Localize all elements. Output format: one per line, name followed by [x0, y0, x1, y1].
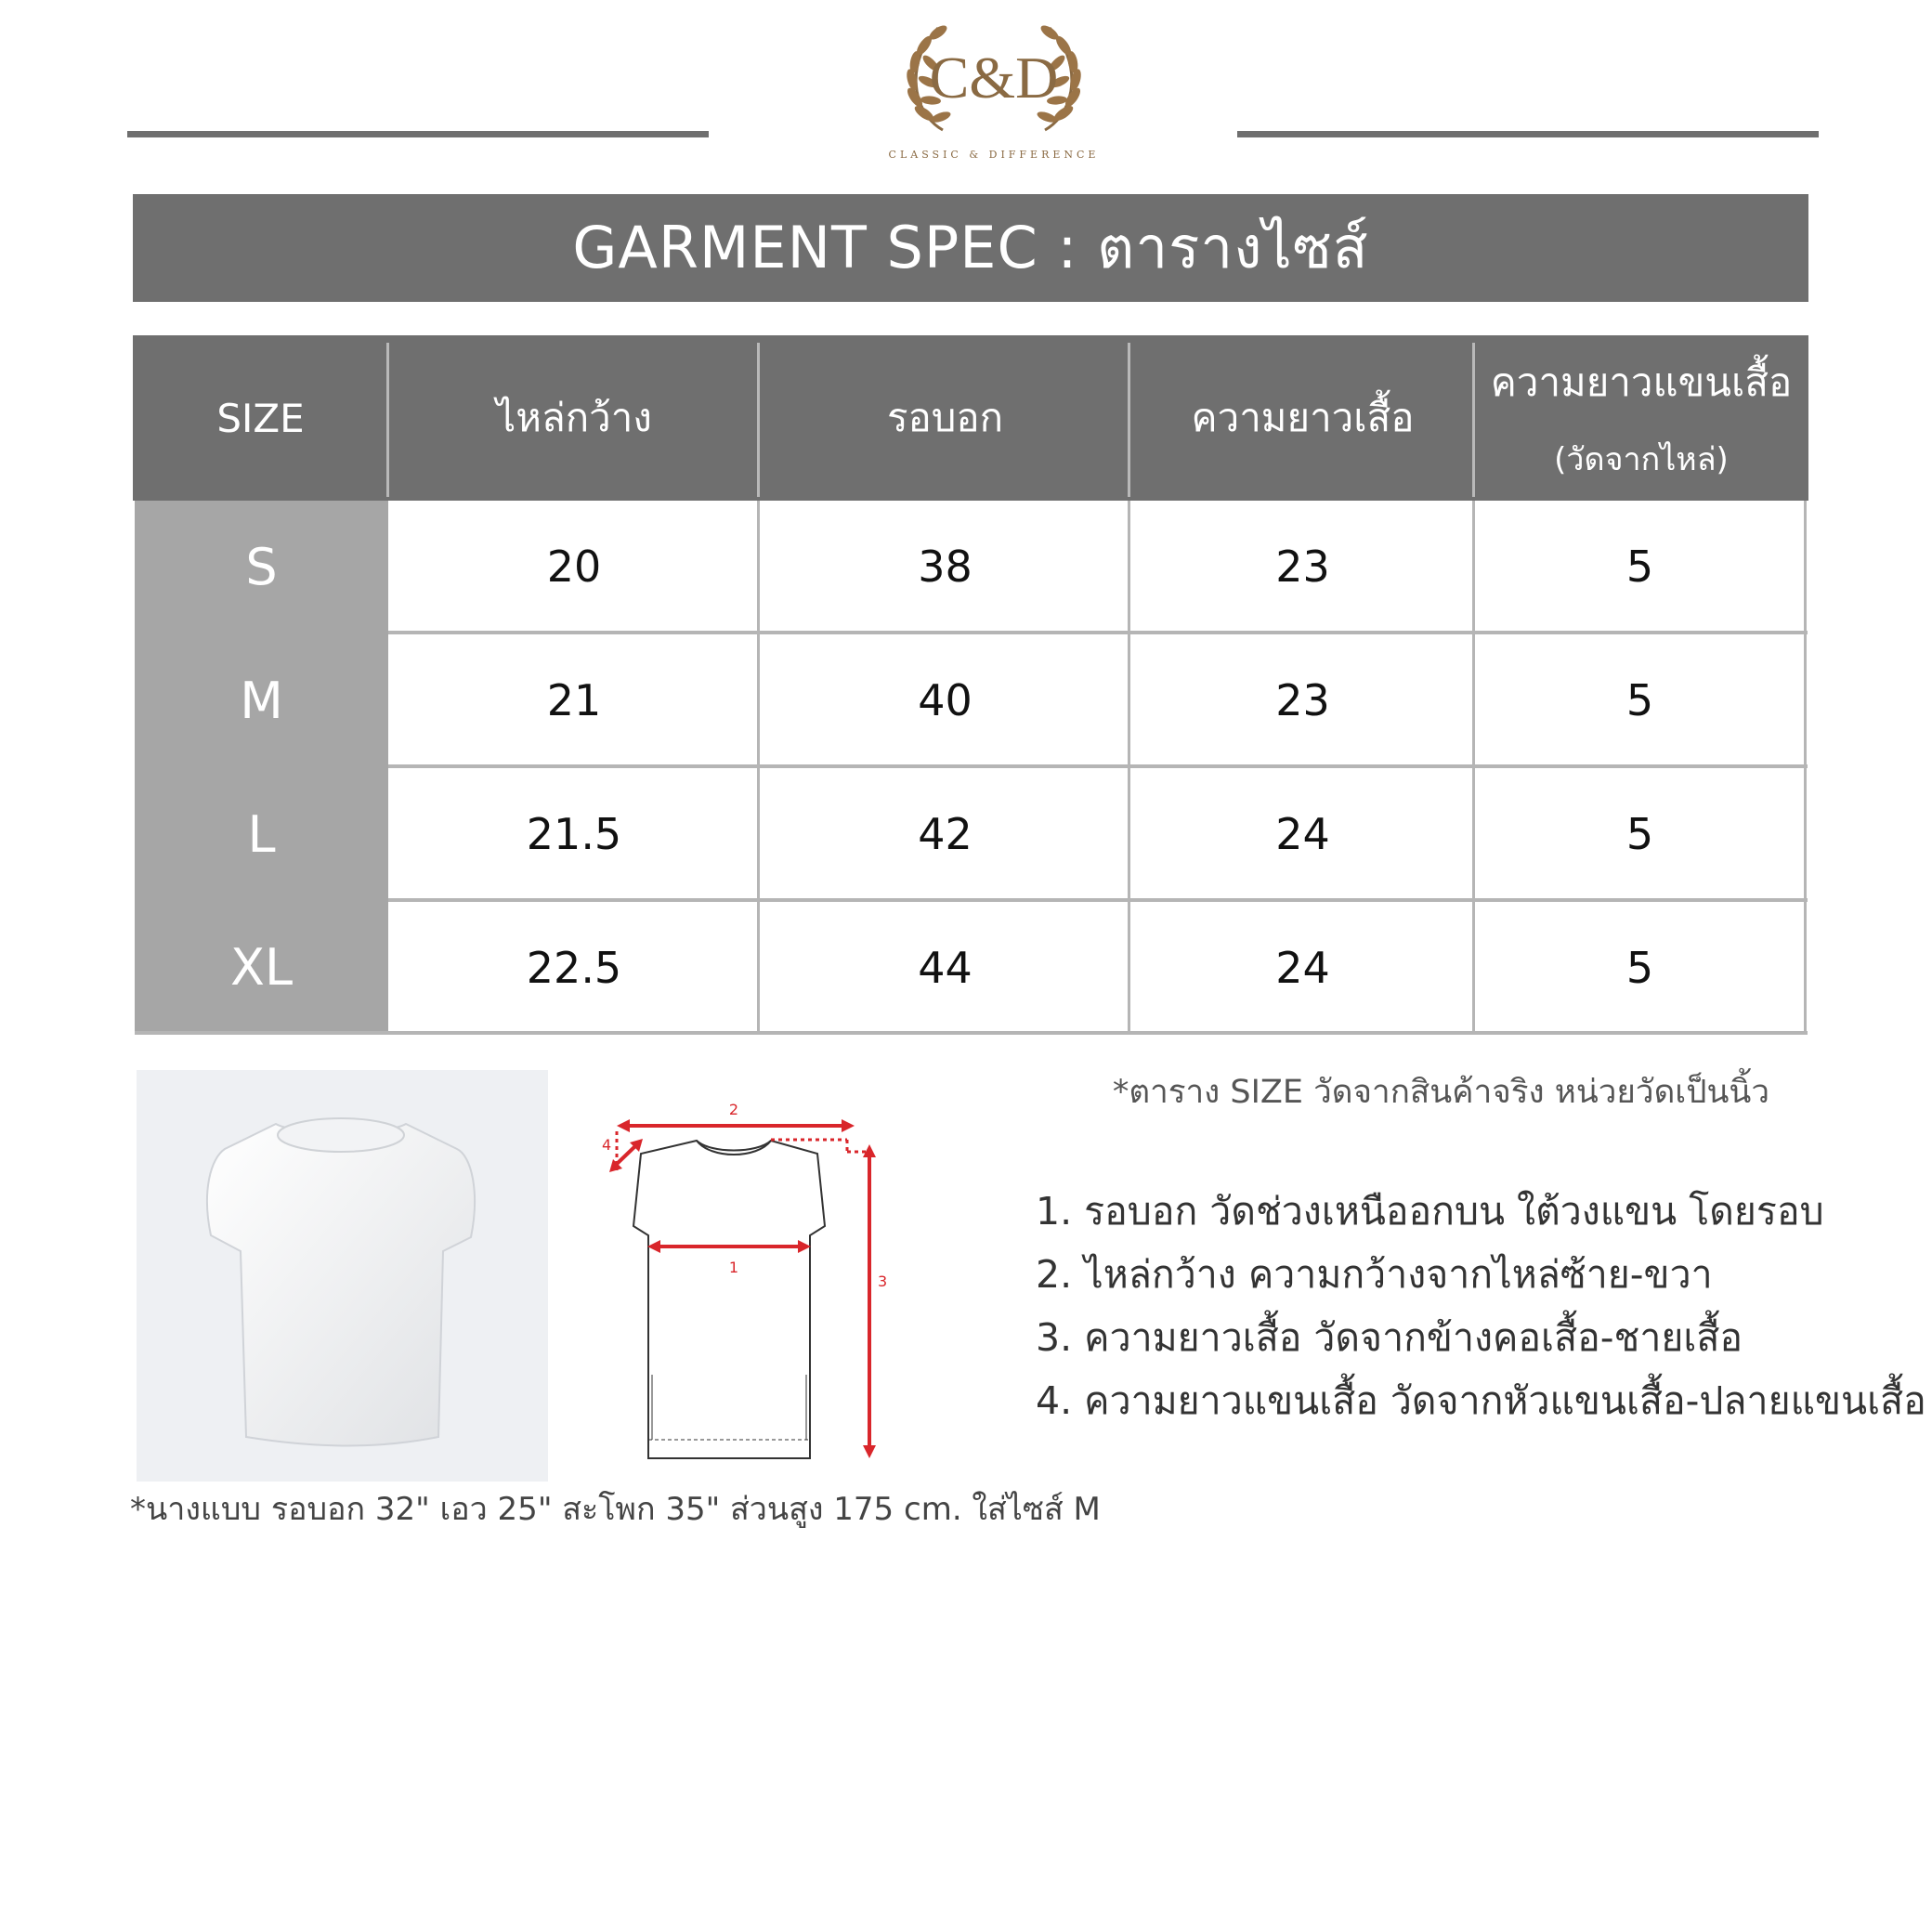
- measurement-diagram: [594, 1087, 892, 1477]
- brand-mark: C&D: [929, 45, 1059, 111]
- diagram-label-m3: 3: [878, 1273, 888, 1290]
- length-cell: 24: [1275, 942, 1330, 993]
- header-chest-label: รอบอก: [886, 395, 1004, 440]
- chest-cell: 44: [918, 942, 973, 993]
- sleeve-cell: 5: [1625, 809, 1654, 859]
- header-divider: [1128, 343, 1130, 497]
- header-chest: [760, 335, 1130, 501]
- size-cell-s: S: [245, 537, 278, 596]
- sleeve-cell: 5: [1625, 675, 1654, 725]
- size-cell-xl: XL: [229, 938, 294, 997]
- header-length: [1130, 335, 1475, 501]
- header-divider: [1472, 343, 1475, 497]
- header-sleeve-sublabel: (วัดจากไหล่): [1554, 441, 1729, 478]
- length-cell: 23: [1275, 542, 1330, 592]
- shoulder-cell: 21: [546, 675, 602, 725]
- right-header-rule: [1237, 131, 1819, 137]
- header-shoulder: [388, 335, 760, 501]
- header-size-label: SIZE: [216, 395, 305, 441]
- step-item: 3. ความยาวเสื้อ วัดจากข้างคอเสื้อ-ชายเสื้อ: [1036, 1315, 1743, 1360]
- step-item: 4. ความยาวแขนเสื้อ วัดจากหัวแขนเสื้อ-ปลายแขนเสื้อ: [1036, 1378, 1926, 1423]
- tshirt-outline-icon: [633, 1141, 825, 1458]
- tshirt-photo-icon: [137, 1070, 548, 1482]
- header-size: [133, 335, 388, 501]
- header-sleeve: [1475, 335, 1808, 501]
- shoulder-cell: 21.5: [526, 809, 622, 859]
- page-title-banner: [133, 194, 1808, 302]
- header-divider: [386, 343, 389, 497]
- chest-cell: 42: [918, 809, 973, 859]
- diagram-label-m4: 4: [602, 1136, 612, 1154]
- measurement-steps: [1036, 1180, 1926, 1432]
- length-cell: 24: [1275, 809, 1330, 859]
- header-sleeve-label: ความยาวแขนเสื้อ: [1490, 359, 1793, 405]
- diagram-label-m1: 1: [728, 1259, 739, 1276]
- size-cell-m: M: [240, 671, 283, 730]
- shoulder-cell: 20: [546, 542, 602, 592]
- measurement-unit-note: *ตาราง SIZE วัดจากสินค้าจริง หน่วยวัดเป็นนิ้ว: [1112, 1074, 1769, 1111]
- sleeve-cell: 5: [1625, 942, 1654, 993]
- size-cell-l: L: [247, 804, 276, 864]
- diagram-label-m2: 2: [728, 1101, 739, 1118]
- header-length-label: ความยาวเสื้อ: [1191, 395, 1415, 440]
- product-photo: [137, 1070, 548, 1482]
- shoulder-cell: 22.5: [526, 942, 622, 993]
- brand-tagline: CLASSIC & DIFFERENCE: [888, 149, 1100, 161]
- page-title: GARMENT SPEC : ตารางไซส์: [572, 214, 1369, 281]
- sleeve-cell: 5: [1625, 542, 1654, 592]
- left-header-rule: [127, 131, 709, 137]
- measure-sleeve-line: [615, 1144, 637, 1166]
- chest-cell: 40: [918, 675, 973, 725]
- model-size-note: *นางแบบ รอบอก 32" เอว 25" สะโพก 35" ส่วนสูง 175 cm. ใส่ไซส์ M: [130, 1491, 1101, 1528]
- chest-cell: 38: [918, 542, 973, 592]
- step-item: 1. รอบอก วัดช่วงเหนืออกบน ใต้วงแขน โดยรอบ: [1036, 1189, 1824, 1234]
- brand-logo: [887, 9, 1101, 167]
- step-item: 2. ไหล่กว้าง ความกว้างจากไหล่ซ้าย-ขวา: [1036, 1252, 1713, 1297]
- length-cell: 23: [1275, 675, 1330, 725]
- header-divider: [757, 343, 760, 497]
- header-shoulder-label: ไหล่กว้าง: [496, 395, 652, 440]
